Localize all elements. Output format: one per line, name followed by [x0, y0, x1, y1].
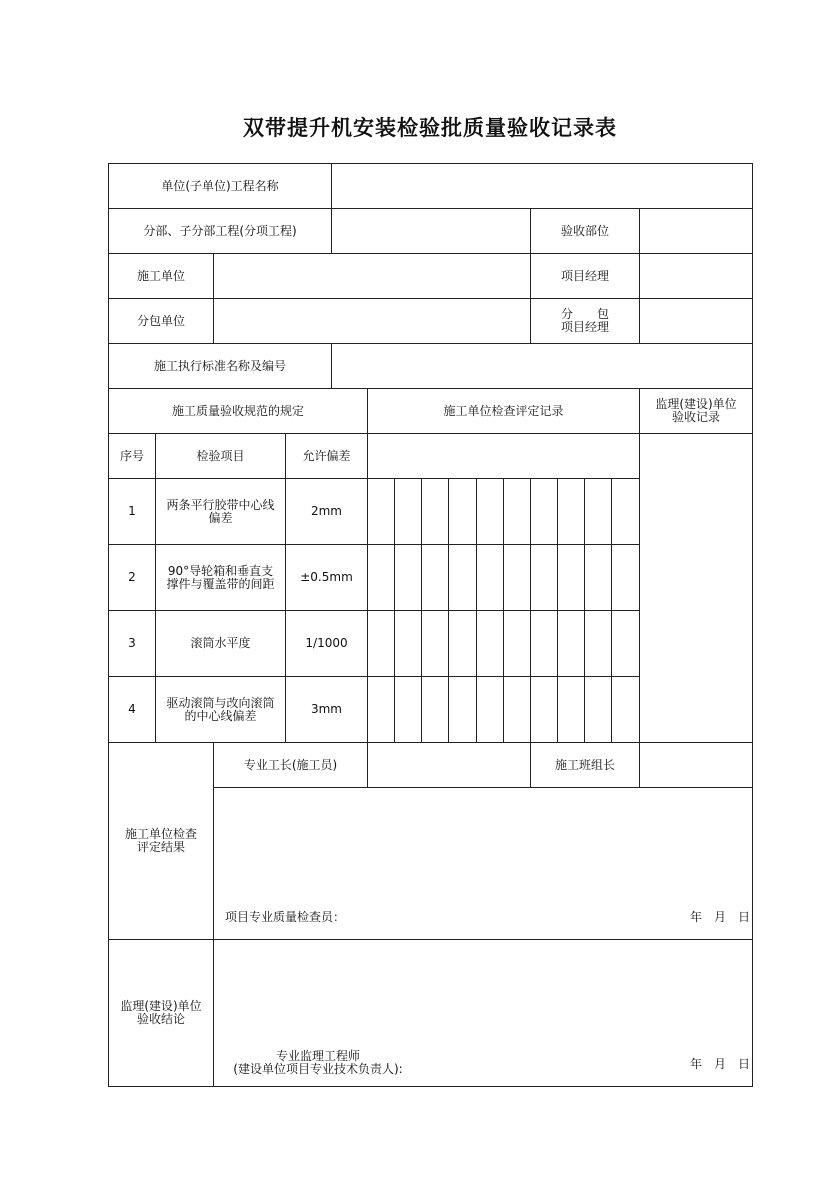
measurement-cell[interactable]: [530, 610, 558, 677]
acceptance-part-field[interactable]: [639, 208, 753, 254]
project-name-field[interactable]: [331, 163, 753, 209]
measurement-cell[interactable]: [557, 478, 585, 545]
date-label: 年 月 日: [689, 910, 750, 924]
measurement-cell[interactable]: [584, 544, 612, 611]
column-no: 序号: [108, 433, 156, 479]
measurement-cell[interactable]: [448, 610, 477, 677]
subcontract-unit-field[interactable]: [213, 298, 531, 344]
item-name: 两条平行胶带中心线 偏差: [155, 478, 286, 545]
project-manager-label: 项目经理: [530, 253, 640, 299]
measurement-cell[interactable]: [448, 544, 477, 611]
spec-header: 施工质量验收规范的规定: [108, 388, 368, 434]
team-leader-label: 施工班组长: [530, 742, 640, 788]
acceptance-part-label: 验收部位: [530, 208, 640, 254]
check-record-header: 施工单位检查评定记录: [367, 388, 640, 434]
measurement-cell[interactable]: [503, 610, 531, 677]
column-tolerance: 允许偏差: [285, 433, 368, 479]
item-no: 2: [108, 544, 156, 611]
supervision-record-field[interactable]: [639, 433, 753, 743]
standard-field[interactable]: [331, 343, 753, 389]
measurement-cell[interactable]: [584, 610, 612, 677]
item-name: 驱动滚筒与改向滚筒 的中心线偏差: [155, 676, 286, 743]
measurement-cell[interactable]: [530, 676, 558, 743]
measurement-cell[interactable]: [557, 676, 585, 743]
sub-project-label: 分部、子分部工程(分项工程): [108, 208, 332, 254]
measurement-cell[interactable]: [584, 478, 612, 545]
measurement-cell[interactable]: [557, 544, 585, 611]
measurement-cell[interactable]: [367, 676, 395, 743]
item-tolerance: 3mm: [285, 676, 368, 743]
measurement-cell[interactable]: [503, 676, 531, 743]
measurement-cell[interactable]: [421, 544, 449, 611]
measurement-cell[interactable]: [611, 544, 640, 611]
standard-label: 施工执行标准名称及编号: [108, 343, 332, 389]
measurement-cell[interactable]: [448, 478, 477, 545]
construction-unit-label: 施工单位: [108, 253, 214, 299]
item-name: 滚筒水平度: [155, 610, 286, 677]
foreman-label: 专业工长(施工员): [213, 742, 368, 788]
item-tolerance: 2mm: [285, 478, 368, 545]
measurement-cell[interactable]: [421, 610, 449, 677]
date-label: 年 月 日: [689, 1057, 750, 1071]
measurement-cell[interactable]: [394, 478, 422, 545]
measurement-cell[interactable]: [611, 610, 640, 677]
measurement-cell[interactable]: [476, 478, 504, 545]
subcontract-manager-field[interactable]: [639, 298, 753, 344]
check-result-label: 施工单位检查 评定结果: [108, 742, 214, 940]
measurement-cell[interactable]: [394, 544, 422, 611]
measurement-cell[interactable]: [476, 610, 504, 677]
foreman-field[interactable]: [367, 742, 531, 788]
subcontract-manager-label: 分 包 项目经理: [530, 298, 640, 344]
item-tolerance: 1/1000: [285, 610, 368, 677]
measurement-cell[interactable]: [394, 676, 422, 743]
measurement-cell[interactable]: [611, 676, 640, 743]
measurement-cell[interactable]: [584, 676, 612, 743]
supervisor-label: 专业监理工程师 (建设单位项目专业技术负责人):: [233, 1049, 403, 1076]
construction-unit-field[interactable]: [213, 253, 531, 299]
quality-inspector-label: 项目专业质量检查员：: [225, 910, 346, 924]
column-item: 检验项目: [155, 433, 286, 479]
measurement-cell[interactable]: [557, 610, 585, 677]
measurement-cell[interactable]: [421, 676, 449, 743]
item-tolerance: ±0.5mm: [285, 544, 368, 611]
measurement-cell[interactable]: [503, 544, 531, 611]
supervision-conclusion-label: 监理(建设)单位 验收结论: [108, 939, 214, 1087]
measurement-cell[interactable]: [367, 544, 395, 611]
measurement-cell[interactable]: [611, 478, 640, 545]
page-title: 双带提升机安装检验批质量验收记录表: [243, 115, 617, 140]
item-no: 3: [108, 610, 156, 677]
measurement-cell[interactable]: [394, 610, 422, 677]
project-name-label: 单位(子单位)工程名称: [108, 163, 332, 209]
measurement-cell[interactable]: [476, 676, 504, 743]
check-record-blank: [367, 433, 640, 479]
item-no: 1: [108, 478, 156, 545]
subcontract-unit-label: 分包单位: [108, 298, 214, 344]
measurement-cell[interactable]: [503, 478, 531, 545]
measurement-cell[interactable]: [530, 544, 558, 611]
team-leader-field[interactable]: [639, 742, 753, 788]
supervision-record-header: 监理(建设)单位 验收记录: [639, 388, 753, 434]
measurement-cell[interactable]: [421, 478, 449, 545]
project-manager-field[interactable]: [639, 253, 753, 299]
sub-project-field[interactable]: [331, 208, 531, 254]
measurement-cell[interactable]: [476, 544, 504, 611]
measurement-cell[interactable]: [530, 478, 558, 545]
item-name: 90°导轮箱和垂直支 撑件与覆盖带的间距: [155, 544, 286, 611]
item-no: 4: [108, 676, 156, 743]
measurement-cell[interactable]: [367, 478, 395, 545]
measurement-cell[interactable]: [367, 610, 395, 677]
measurement-cell[interactable]: [448, 676, 477, 743]
